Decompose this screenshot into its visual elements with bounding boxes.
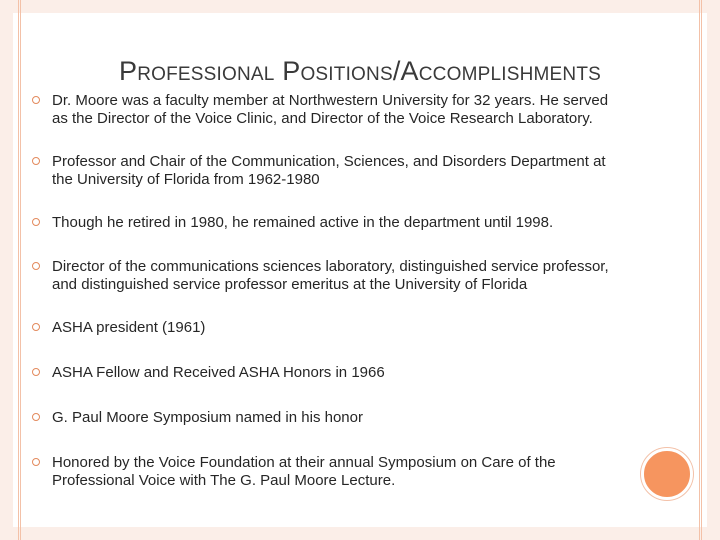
bullet-text: Though he retired in 1980, he remained active in the department until 1998.: [52, 214, 554, 231]
slide-title: Professional Positions/Accomplishments: [118, 56, 602, 86]
frame-bottom: [0, 527, 720, 540]
bullet-text: Dr. Moore was a faculty member at Northwestern University for 32 years. He served as the Director of the Voice Clinic, and Director of the Voice Research Laboratory.: [52, 92, 609, 127]
bullet-text: Professor and Chair of the Communication, Sciences, and Disorders Department at the University of Florida from 1962-1980: [52, 153, 606, 188]
bullet-text: G. Paul Moore Symposium named in his honor: [52, 409, 363, 426]
bullet-marker-icon: [32, 262, 40, 270]
bullet-marker-icon: [32, 323, 40, 331]
bullet-text: Director of the communications sciences laboratory, distinguished service professor, and distinguished service professor emeritus at the University of Florida: [52, 258, 609, 293]
bullet-marker-icon: [32, 157, 40, 165]
frame-top: [0, 0, 720, 13]
decorative-circle-icon: [641, 448, 693, 500]
bullet-marker-icon: [32, 218, 40, 226]
bullet-marker-icon: [32, 368, 40, 376]
bullet-text: ASHA president (1961): [52, 319, 206, 336]
bullet-marker-icon: [32, 458, 40, 466]
bullet-text: Honored by the Voice Foundation at their annual Symposium on Care of the Professional Voice with The G. Paul Moore Lecture.: [52, 454, 556, 489]
bullet-marker-icon: [32, 96, 40, 104]
bullet-text: ASHA Fellow and Received ASHA Honors in 1966: [52, 364, 385, 381]
bullet-marker-icon: [32, 413, 40, 421]
